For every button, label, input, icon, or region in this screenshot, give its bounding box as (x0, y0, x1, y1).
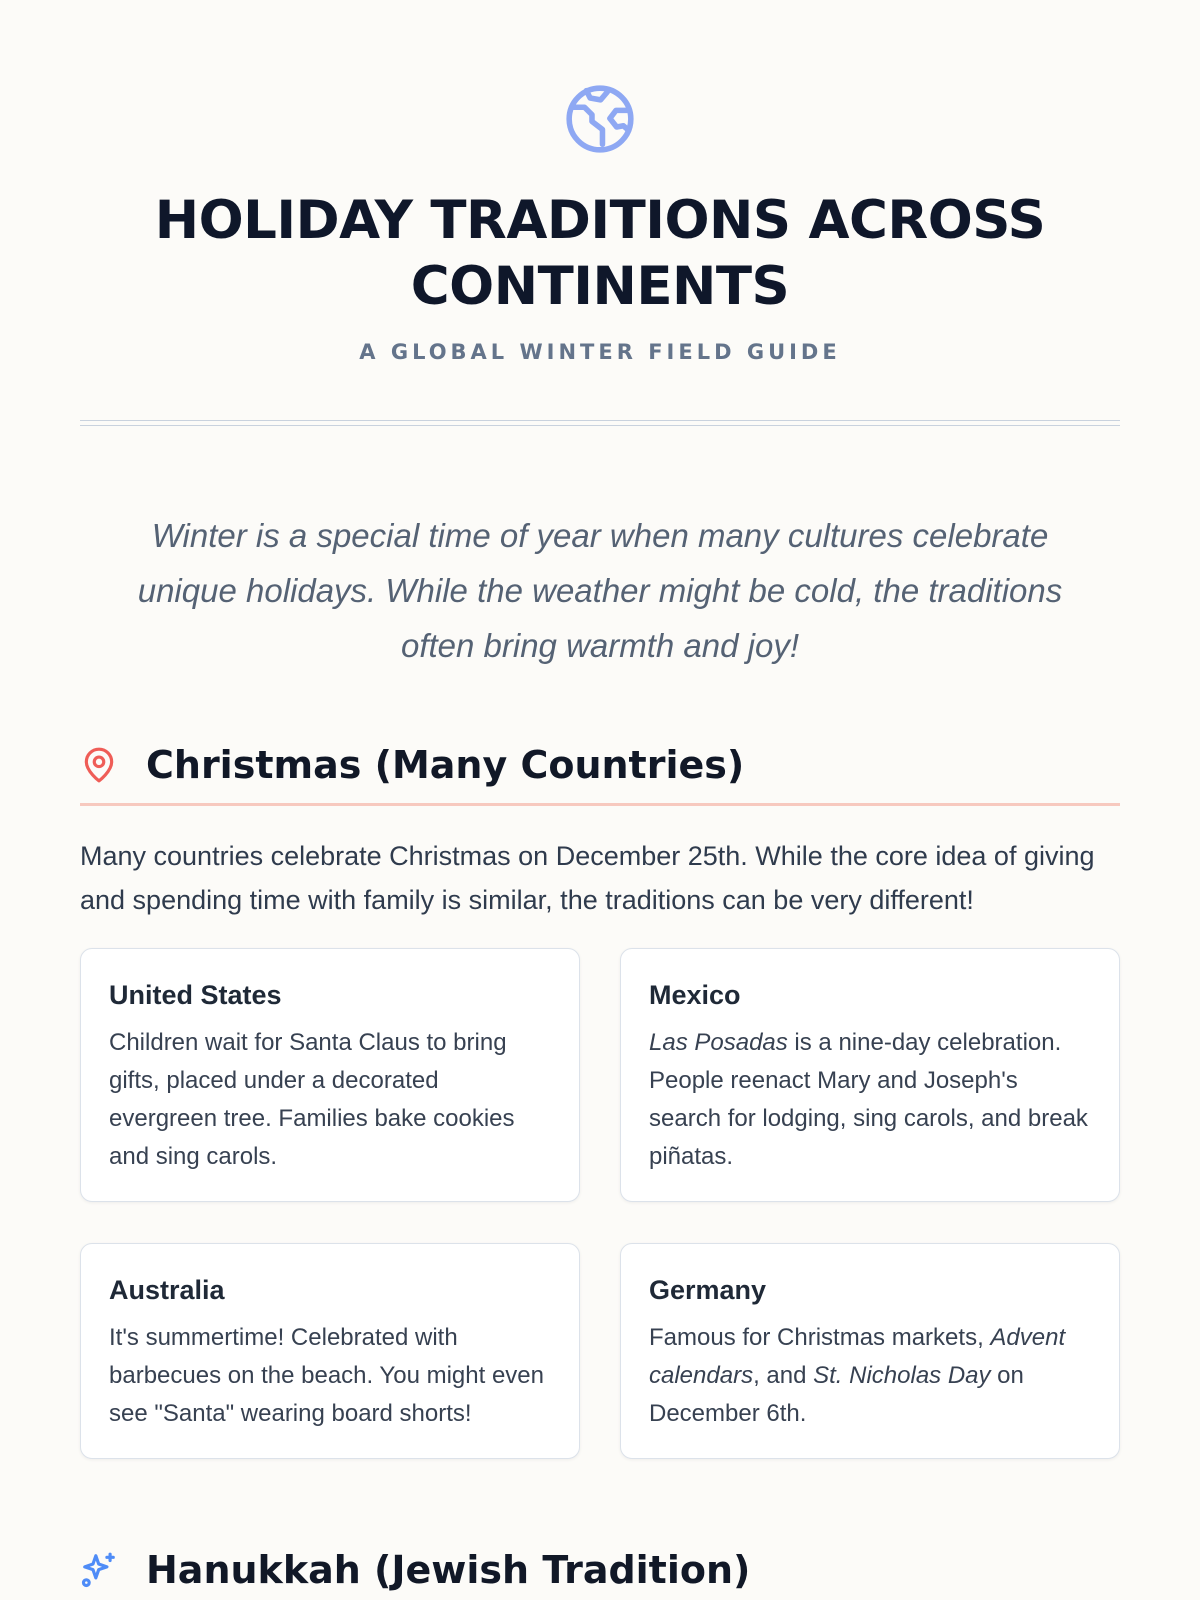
mexico-text-remainder: is a nine-day celebration. People reenact Mary and Joseph's search for lodging, sing carols, and break piñatas. (649, 1029, 1088, 1170)
australia-card (80, 1243, 580, 1459)
germany-card-text (649, 1319, 1091, 1433)
mexico-emphasis: Las Posadas (649, 1029, 788, 1056)
mexico-card-text (649, 1024, 1091, 1176)
mexico-card (620, 948, 1120, 1202)
map-pin-icon (80, 746, 118, 784)
christmas-section-divider (80, 803, 1120, 806)
united-states-card-title: United States (109, 980, 282, 1010)
christmas-section-title: Christmas (Many Countries) (146, 743, 745, 787)
hanukkah-section-title: Hanukkah (Jewish Tradition) (146, 1548, 751, 1592)
header-divider-top (80, 420, 1120, 421)
intro-text: Winter is a special time of year when many cultures celebrate unique holidays. While the weather might be cold, the traditions often bring warmth and joy! (137, 517, 1063, 664)
germany-emphasis-advent: Advent calendars (649, 1324, 1066, 1389)
germany-emphasis-st-nicholas: St. Nicholas Day (813, 1362, 991, 1389)
header-divider-bottom (80, 425, 1120, 426)
germany-text-before: Famous for Christmas markets, (649, 1324, 991, 1351)
united-states-card-text: Children wait for Santa Claus to bring gifts, placed under a decorated evergreen tree. Families bake cookies and sing carols. (109, 1029, 515, 1170)
page-subtitle: A GLOBAL WINTER FIELD GUIDE (359, 340, 841, 364)
germany-text-middle: , and (753, 1362, 814, 1389)
germany-card (620, 1243, 1120, 1459)
hanukkah-section-header (80, 1540, 1120, 1600)
christmas-section-header (80, 735, 1120, 795)
page-title: HOLIDAY TRADITIONS ACROSS CONTINENTS (154, 190, 1046, 317)
germany-text-after: on December 6th. (649, 1362, 1024, 1427)
australia-card-title: Australia (109, 1275, 225, 1305)
australia-card-text: It's summertime! Celebrated with barbecues on the beach. You might even see "Santa" wearing board shorts! (109, 1324, 544, 1427)
sparkles-icon (80, 1551, 118, 1589)
united-states-card (80, 948, 580, 1202)
christmas-description: Many countries celebrate Christmas on December 25th. While the core idea of giving and spending time with family is similar, the traditions can be very different! (80, 841, 1095, 915)
mexico-card-title: Mexico (649, 980, 741, 1010)
globe-icon (563, 82, 637, 156)
germany-card-title: Germany (649, 1275, 767, 1305)
